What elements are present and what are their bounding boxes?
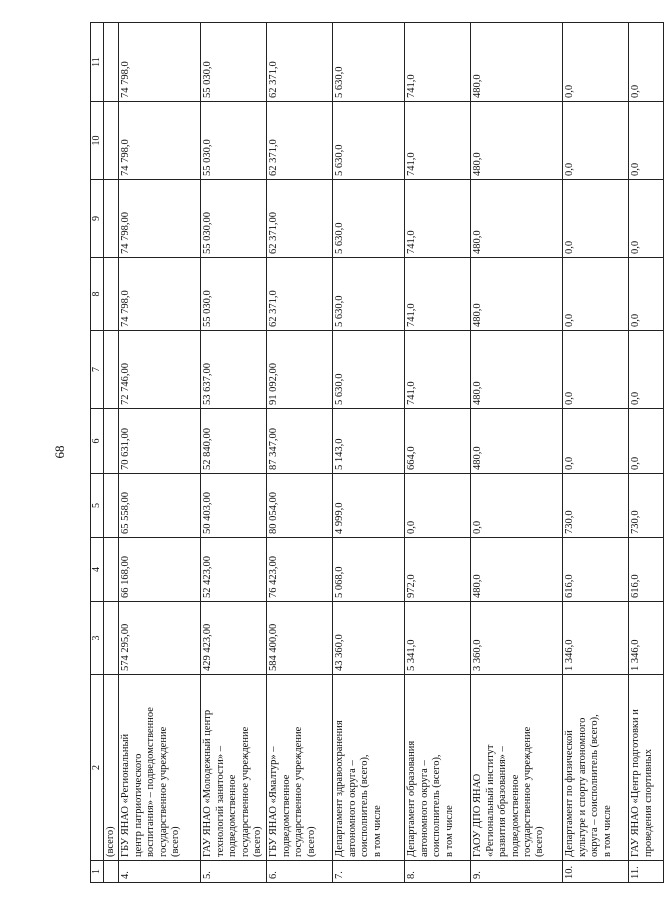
value-cell: 480,0 xyxy=(471,331,563,409)
value-cell: 0,0 xyxy=(563,331,629,409)
value-cell: 574 295,00 xyxy=(119,602,201,675)
value-cell: 66 168,00 xyxy=(119,538,201,602)
value-cell: 5 630,0 xyxy=(333,180,405,258)
value-cell: 480,0 xyxy=(471,409,563,474)
value-cell: 0,0 xyxy=(471,474,563,538)
value-cell: 429 423,00 xyxy=(201,602,267,675)
value-cell: 741,0 xyxy=(405,180,471,258)
table-row xyxy=(333,23,405,883)
row-number-cell: 9. xyxy=(471,861,563,883)
value-cell: 5 630,0 xyxy=(333,258,405,331)
value-cell: 55 030,00 xyxy=(201,180,267,258)
table-row xyxy=(629,23,664,883)
value-cell: 5 341,0 xyxy=(405,602,471,675)
column-number-cell: 1 xyxy=(91,861,104,883)
row-name-cell: ГАУ ЯНАО «Молодежный центр технологий занятости» – подведомственное государственное учреждение (всего) xyxy=(201,675,267,861)
value-cell xyxy=(104,331,119,409)
value-cell: 480,0 xyxy=(471,102,563,180)
column-number-cell: 8 xyxy=(91,258,104,331)
value-cell xyxy=(104,180,119,258)
row-number-cell xyxy=(104,861,119,883)
column-number-cell: 11 xyxy=(91,23,104,102)
value-cell: 664,0 xyxy=(405,409,471,474)
column-number-row xyxy=(91,23,104,883)
value-cell: 0,0 xyxy=(629,331,664,409)
value-cell: 741,0 xyxy=(405,258,471,331)
value-cell: 616,0 xyxy=(563,538,629,602)
value-cell: 480,0 xyxy=(471,258,563,331)
value-cell: 1 346,0 xyxy=(563,602,629,675)
value-cell: 0,0 xyxy=(563,180,629,258)
row-number-cell: 5. xyxy=(201,861,267,883)
value-cell: 55 030,0 xyxy=(201,102,267,180)
table-row xyxy=(267,23,333,883)
value-cell: 0,0 xyxy=(563,258,629,331)
table-row xyxy=(201,23,267,883)
value-cell: 87 347,00 xyxy=(267,409,333,474)
table-row xyxy=(104,23,119,883)
column-number-cell: 10 xyxy=(91,102,104,180)
row-number-cell: 6. xyxy=(267,861,333,883)
row-number-cell: 8. xyxy=(405,861,471,883)
row-name-cell: ГАУ ЯНАО «Центр подготовки и проведения спортивных xyxy=(629,675,664,861)
value-cell: 91 092,00 xyxy=(267,331,333,409)
value-cell: 43 360,0 xyxy=(333,602,405,675)
value-cell: 5 068,0 xyxy=(333,538,405,602)
value-cell: 741,0 xyxy=(405,102,471,180)
row-name-cell: Департамент образования автономного округа – соисполнитель (всего), в том числе xyxy=(405,675,471,861)
table-row xyxy=(405,23,471,883)
value-cell: 55 030,0 xyxy=(201,23,267,102)
value-cell: 0,0 xyxy=(405,474,471,538)
value-cell: 80 054,00 xyxy=(267,474,333,538)
table-row xyxy=(563,23,629,883)
value-cell: 70 631,00 xyxy=(119,409,201,474)
value-cell: 65 558,00 xyxy=(119,474,201,538)
row-name-cell: Департамент здравоохранения автономного округа – соисполнитель (всего), в том числе xyxy=(333,675,405,861)
column-number-cell: 2 xyxy=(91,675,104,861)
value-cell: 62 371,0 xyxy=(267,23,333,102)
column-number-cell: 3 xyxy=(91,602,104,675)
value-cell: 4 999,0 xyxy=(333,474,405,538)
column-number-cell: 7 xyxy=(91,331,104,409)
table-row xyxy=(471,23,563,883)
column-number-cell: 5 xyxy=(91,474,104,538)
value-cell: 76 423,00 xyxy=(267,538,333,602)
value-cell: 52 840,00 xyxy=(201,409,267,474)
value-cell: 730,0 xyxy=(629,474,664,538)
row-number-cell: 11. xyxy=(629,861,664,883)
value-cell xyxy=(104,474,119,538)
value-cell xyxy=(104,102,119,180)
table-row xyxy=(119,23,201,883)
value-cell: 3 360,0 xyxy=(471,602,563,675)
value-cell: 62 371,00 xyxy=(267,180,333,258)
value-cell xyxy=(104,258,119,331)
row-name-cell: (всего) xyxy=(104,675,119,861)
value-cell: 5 143,0 xyxy=(333,409,405,474)
row-name-cell: Департамент по физической культуре и спорту автономного округа – соисполнитель (всего), в том числе xyxy=(563,675,629,861)
value-cell: 584 400,00 xyxy=(267,602,333,675)
value-cell: 74 798,0 xyxy=(119,23,201,102)
row-number-cell: 7. xyxy=(333,861,405,883)
value-cell: 74 798,0 xyxy=(119,102,201,180)
value-cell: 72 746,00 xyxy=(119,331,201,409)
value-cell: 0,0 xyxy=(629,258,664,331)
value-cell: 74 798,0 xyxy=(119,258,201,331)
value-cell: 5 630,0 xyxy=(333,23,405,102)
row-name-cell: ГАОУ ДПО ЯНАО «Региональный институт развития образования» – подведомственное государственное учреждение (всего) xyxy=(471,675,563,861)
rotated-table-container xyxy=(90,23,654,883)
page-number-text: 68 xyxy=(52,445,67,459)
value-cell: 52 423,00 xyxy=(201,538,267,602)
value-cell: 0,0 xyxy=(563,409,629,474)
value-cell: 0,0 xyxy=(629,23,664,102)
value-cell: 74 798,00 xyxy=(119,180,201,258)
row-name-cell: ГБУ ЯНАО «Ямалтур» – подведомственное государственное учреждение (всего) xyxy=(267,675,333,861)
value-cell xyxy=(104,602,119,675)
value-cell: 0,0 xyxy=(629,102,664,180)
value-cell: 741,0 xyxy=(405,23,471,102)
value-cell: 5 630,0 xyxy=(333,331,405,409)
column-number-cell: 6 xyxy=(91,409,104,474)
value-cell: 53 637,00 xyxy=(201,331,267,409)
value-cell: 1 346,0 xyxy=(629,602,664,675)
value-cell: 62 371,0 xyxy=(267,258,333,331)
value-cell: 0,0 xyxy=(629,180,664,258)
value-cell: 55 030,0 xyxy=(201,258,267,331)
value-cell: 480,0 xyxy=(471,538,563,602)
column-number-cell: 4 xyxy=(91,538,104,602)
column-number-cell: 9 xyxy=(91,180,104,258)
value-cell: 0,0 xyxy=(629,409,664,474)
value-cell: 730,0 xyxy=(563,474,629,538)
value-cell: 5 630,0 xyxy=(333,102,405,180)
row-name-cell: ГБУ ЯНАО «Региональный центр патриотического воспитания» – подведомственное государственное учреждение (всего) xyxy=(119,675,201,861)
budget-table xyxy=(90,22,664,883)
value-cell: 0,0 xyxy=(563,102,629,180)
value-cell xyxy=(104,23,119,102)
value-cell: 480,0 xyxy=(471,180,563,258)
row-number-cell: 10. xyxy=(563,861,629,883)
row-number-cell: 4. xyxy=(119,861,201,883)
value-cell: 741,0 xyxy=(405,331,471,409)
value-cell: 616,0 xyxy=(629,538,664,602)
value-cell xyxy=(104,409,119,474)
value-cell: 62 371,0 xyxy=(267,102,333,180)
value-cell: 0,0 xyxy=(563,23,629,102)
value-cell: 480,0 xyxy=(471,23,563,102)
value-cell xyxy=(104,538,119,602)
value-cell: 972,0 xyxy=(405,538,471,602)
value-cell: 50 403,00 xyxy=(201,474,267,538)
